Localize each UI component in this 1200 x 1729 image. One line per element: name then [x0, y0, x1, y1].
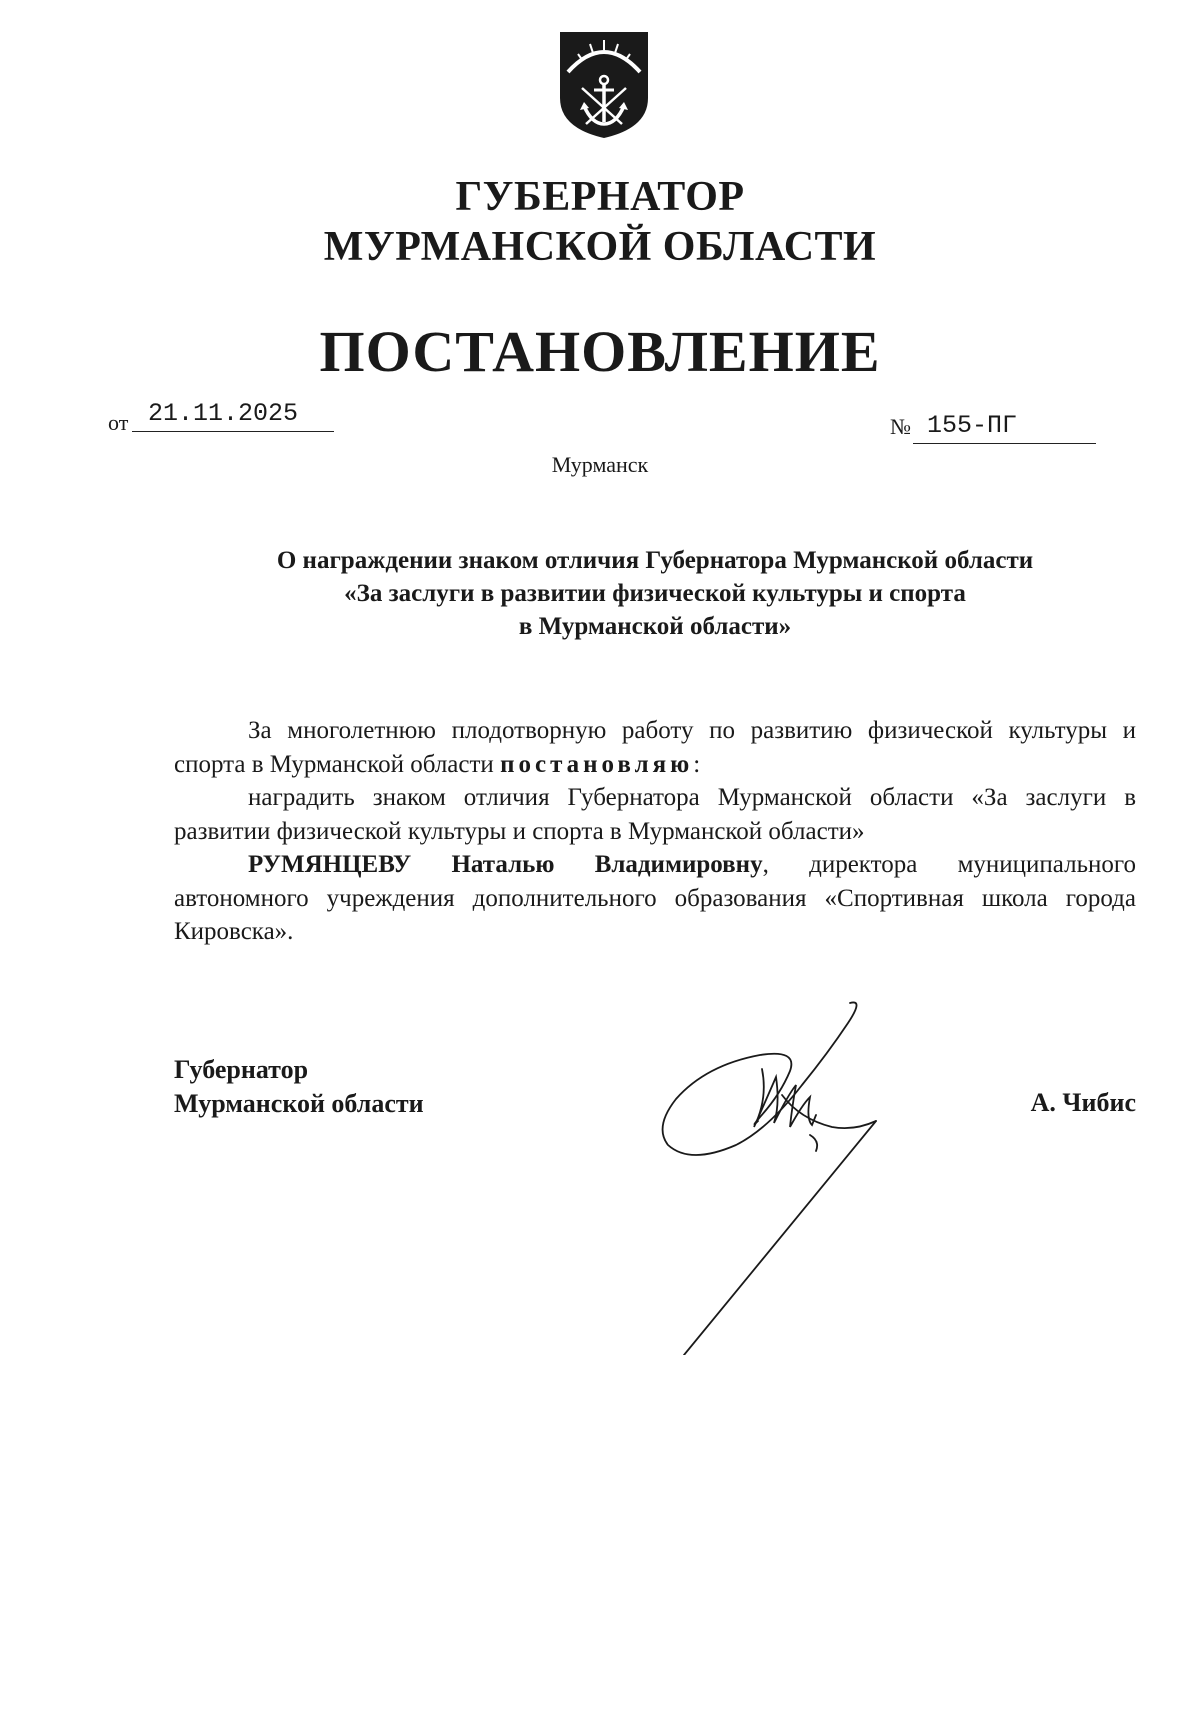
body-paragraph-2: наградить знаком отличия Губернатора Мурманской области «За заслуги в развитии физической культуры и спорта в Мурманской области» — [174, 784, 1136, 845]
title-line-2: «За заслуги в развитии физической культуры и спорта — [344, 580, 966, 607]
coat-of-arms-icon — [556, 28, 652, 140]
body-paragraph-1 — [174, 714, 1136, 781]
signatory-name: А. Чибис — [1030, 1088, 1136, 1117]
body-p1-end: : — [693, 750, 701, 778]
document-title — [174, 544, 1136, 643]
date-label: от — [108, 410, 129, 435]
signatory-position-line-1: Губернатор — [174, 1055, 309, 1084]
signatory-position-line-2: Мурманской области — [174, 1089, 424, 1118]
authority-line-2: МУРМАНСКОЙ ОБЛАСТИ — [323, 224, 877, 270]
number-value: 155-ПГ — [913, 412, 1096, 444]
document-type: ПОСТАНОВЛЕНИЕ — [319, 319, 881, 384]
awardee-details: , директора муниципального автономного учреждения дополнительного образования «Спортивная школа города Кировска». — [174, 851, 1136, 945]
body-p1-text: За многолетнюю плодотворную работу по развитию физической культуры и спорта в Мурманской области — [174, 717, 1136, 778]
title-line-1: О награждении знаком отличия Губернатора Мурманской области — [276, 547, 1034, 574]
city: Мурманск — [551, 452, 649, 477]
body-p1-emphasis: постановляю — [500, 750, 694, 778]
document-body — [174, 714, 1136, 949]
handwritten-signature — [650, 995, 900, 1355]
body-paragraph-3 — [174, 848, 1136, 949]
number-label: № — [890, 414, 911, 439]
signatory-position — [174, 1053, 424, 1121]
awardee-name: РУМЯНЦЕВУ Наталью Владимировну — [248, 851, 763, 878]
authority-line-1: ГУБЕРНАТОР — [455, 174, 745, 220]
title-line-3: в Мурманской области» — [518, 613, 792, 640]
date-value: 21.11.2025 — [132, 400, 334, 432]
